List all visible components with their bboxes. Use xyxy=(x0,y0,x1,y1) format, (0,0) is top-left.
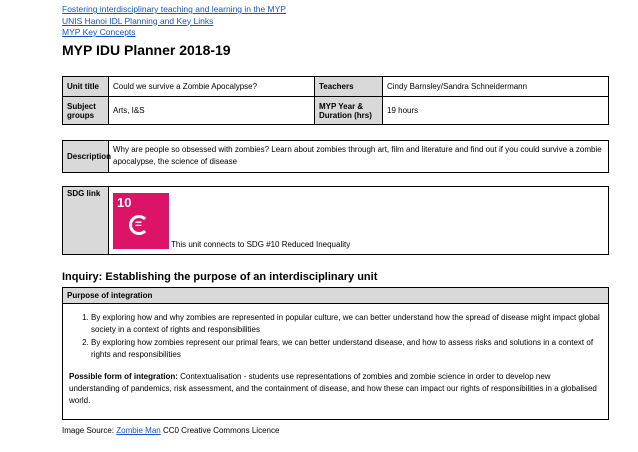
purpose-content xyxy=(63,304,609,420)
sdg-label: SDG link xyxy=(63,187,109,255)
description-table xyxy=(62,140,609,173)
description-label: Description xyxy=(63,141,109,173)
image-source-prefix: Image Source: xyxy=(62,426,117,435)
sdg-cell xyxy=(109,187,609,255)
sdg-equals-icon: = xyxy=(135,217,143,231)
inquiry-heading: Inquiry: Establishing the purpose of an interdisciplinary unit xyxy=(62,271,378,283)
purpose-item: 2. By exploring how zombies represent our primal fears, we can better understand disease, and how to assess risks and solutions in a context of rights and responsibilities xyxy=(91,337,602,361)
unit-title-value: Could we survive a Zombie Apocalypse? xyxy=(109,77,315,97)
zombie-man-link[interactable]: Zombie Man xyxy=(116,426,161,435)
teachers-label: Teachers xyxy=(315,77,383,97)
sdg-table xyxy=(62,186,609,255)
link-myp-key-concepts[interactable]: MYP Key Concepts xyxy=(62,27,136,37)
subject-groups-value: Arts, I&S xyxy=(109,97,315,125)
purpose-table xyxy=(62,287,609,420)
page-title: MYP IDU Planner 2018-19 xyxy=(62,42,231,58)
unit-title-label: Unit title xyxy=(63,77,109,97)
teachers-value: Cindy Barnsley/Sandra Schneidermann xyxy=(383,77,609,97)
description-value: Why are people so obsessed with zombies? Learn about zombies through art, film and literature and find out if you could survive a zombie apocalypse, the science of disease xyxy=(109,141,609,173)
integration-label: Possible form of integration: xyxy=(69,372,178,381)
link-unis-idl-planning[interactable]: UNIS Hanoi IDL Planning and Key Links xyxy=(62,15,214,26)
integration-text: Contextualisation - students use representations of zombies and zombie science in order to develop new understanding of pandemics, risk assessment, and the containment of disease, and how these can impact our rights of responsibilities in a globalised world. xyxy=(69,372,597,405)
purpose-label: Purpose of integration xyxy=(63,288,609,304)
myp-year-label: MYP Year & Duration (hrs) xyxy=(315,97,383,125)
image-source xyxy=(62,426,279,435)
unit-info-table xyxy=(62,76,609,125)
myp-year-value: 19 hours xyxy=(383,97,609,125)
top-links xyxy=(62,4,286,39)
sdg-number: 10 xyxy=(117,195,132,210)
sdg-10-icon xyxy=(113,193,169,249)
purpose-list xyxy=(69,312,602,361)
purpose-item: 1. By exploring how and why zombies are represented in popular culture, we can better understand how the spread of disease might impact global society in a context of rights and responsibilities xyxy=(91,312,602,336)
integration-paragraph xyxy=(69,371,602,407)
link-fostering-idl[interactable]: Fostering interdisciplinary teaching and learning in the MYP xyxy=(62,4,286,14)
subject-groups-label: Subject groups xyxy=(63,97,109,125)
image-source-suffix: CC0 Creative Commons Licence xyxy=(160,426,280,435)
sdg-caption: This unit connects to SDG #10 Reduced Inequality xyxy=(171,240,351,249)
